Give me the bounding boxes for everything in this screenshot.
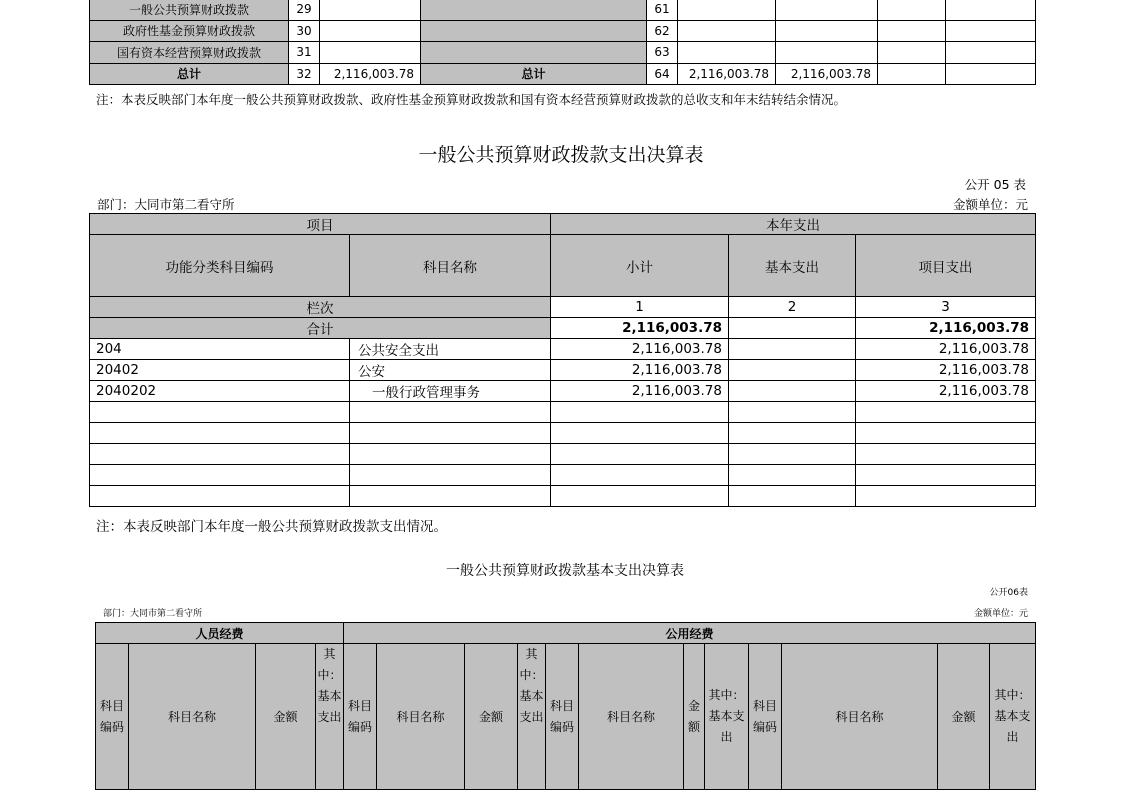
col-4 — [946, 42, 1036, 64]
empty-cell — [90, 423, 350, 444]
col-subtotal: 小计 — [551, 235, 729, 297]
left-amount — [320, 20, 421, 42]
table1-note: 注：本表反映部门本年度一般公共预算财政拨款、政府性基金预算财政拨款和国有资本经营预算财政拨款的总收支和年末结转结余情况。 — [96, 92, 847, 107]
row-code: 20402 — [90, 360, 350, 381]
h-basic-4: 其中：基本支出 — [990, 644, 1036, 790]
h-amount-2: 金额 — [465, 644, 518, 790]
right-label — [421, 20, 647, 42]
table3-department: 部门：大同市第二看守所 — [103, 609, 203, 619]
table-row — [90, 0, 1036, 20]
empty-cell — [551, 444, 729, 465]
table2-code: 公开 05 表 — [964, 177, 1026, 192]
col-1 — [678, 42, 776, 64]
empty-cell — [350, 444, 551, 465]
row-basic — [729, 360, 856, 381]
h-amount-4: 金额 — [938, 644, 990, 790]
table3-title: 一般公共预算财政拨款基本支出决算表 — [446, 563, 684, 579]
right-no: 63 — [647, 42, 678, 64]
right-no: 61 — [647, 0, 678, 20]
empty-cell — [729, 444, 856, 465]
group-public: 公用经费 — [344, 623, 1036, 644]
table2-unit: 金额单位：元 — [952, 197, 1028, 212]
empty-cell — [551, 465, 729, 486]
expenditure-table — [89, 213, 1036, 507]
h-basic-2: 其中：基本支出 — [518, 644, 546, 790]
total-left-label: 总计 — [90, 63, 289, 85]
right-no: 62 — [647, 20, 678, 42]
col-1 — [678, 0, 776, 20]
summary-table — [89, 0, 1036, 85]
total-col-4 — [946, 63, 1036, 85]
table-row — [90, 381, 1036, 402]
empty-cell — [551, 423, 729, 444]
row-basic — [729, 381, 856, 402]
empty-cell — [350, 402, 551, 423]
total-basic — [729, 318, 856, 339]
h-basic-3: 其中：基本支出 — [705, 644, 749, 790]
row-index-label: 栏次 — [90, 297, 551, 318]
empty-cell — [729, 465, 856, 486]
col-3 — [878, 20, 946, 42]
table-row — [90, 339, 1036, 360]
left-amount — [320, 0, 421, 20]
col-basic: 基本支出 — [729, 235, 856, 297]
right-label — [421, 42, 647, 64]
left-label: 一般公共预算财政拨款 — [90, 0, 289, 20]
h-name-1: 科目名称 — [129, 644, 256, 790]
row-project: 2,116,003.78 — [856, 360, 1036, 381]
empty-cell — [350, 486, 551, 507]
col-4 — [946, 20, 1036, 42]
h-name-2: 科目名称 — [377, 644, 465, 790]
total-left-no: 32 — [289, 63, 320, 85]
empty-cell — [350, 465, 551, 486]
row-basic — [729, 339, 856, 360]
empty-cell — [551, 486, 729, 507]
col-project: 项目支出 — [856, 235, 1036, 297]
empty-cell — [856, 402, 1036, 423]
table-row — [90, 42, 1036, 64]
table3-code: 公开06表 — [989, 588, 1028, 598]
table-row — [90, 360, 1036, 381]
left-no: 29 — [289, 0, 320, 20]
row-code: 204 — [90, 339, 350, 360]
h-code-3: 科目编码 — [546, 644, 579, 790]
empty-row — [90, 444, 1036, 465]
group-personnel: 人员经费 — [96, 623, 344, 644]
left-amount — [320, 42, 421, 64]
empty-cell — [856, 486, 1036, 507]
col-1 — [678, 20, 776, 42]
row-name: 公共安全支出 — [350, 339, 551, 360]
empty-cell — [90, 444, 350, 465]
total-col-2: 2,116,003.78 — [776, 63, 878, 85]
left-no: 30 — [289, 20, 320, 42]
row-subtotal: 2,116,003.78 — [551, 381, 729, 402]
row-code: 2040202 — [90, 381, 350, 402]
table2-title: 一般公共预算财政拨款支出决算表 — [418, 144, 704, 166]
empty-cell — [350, 423, 551, 444]
table2-note: 注：本表反映部门本年度一般公共预算财政拨款支出情况。 — [96, 519, 447, 535]
table-row — [90, 20, 1036, 42]
col-2 — [776, 0, 878, 20]
col-2 — [776, 20, 878, 42]
table2-department: 部门：大同市第二看守所 — [97, 197, 235, 212]
empty-row — [90, 486, 1036, 507]
left-label: 国有资本经营预算财政拨款 — [90, 42, 289, 64]
h-code-1: 科目编码 — [96, 644, 129, 790]
header-project: 项目 — [90, 214, 551, 235]
row-index-2: 2 — [729, 297, 856, 318]
empty-row — [90, 423, 1036, 444]
h-amount-3: 金额 — [684, 644, 705, 790]
empty-row — [90, 402, 1036, 423]
h-code-2: 科目编码 — [344, 644, 377, 790]
total-right-label: 总计 — [421, 63, 647, 85]
h-name-3: 科目名称 — [579, 644, 684, 790]
empty-cell — [90, 402, 350, 423]
total-left-amount: 2,116,003.78 — [320, 63, 421, 85]
empty-cell — [729, 402, 856, 423]
row-project: 2,116,003.78 — [856, 381, 1036, 402]
empty-cell — [856, 444, 1036, 465]
h-basic-1: 其中：基本支出 — [316, 644, 344, 790]
total-subtotal: 2,116,003.78 — [551, 318, 729, 339]
empty-cell — [856, 423, 1036, 444]
col-3 — [878, 0, 946, 20]
row-name: 公安 — [350, 360, 551, 381]
left-no: 31 — [289, 42, 320, 64]
total-col-1: 2,116,003.78 — [678, 63, 776, 85]
left-label: 政府性基金预算财政拨款 — [90, 20, 289, 42]
empty-row — [90, 465, 1036, 486]
h-amount-1: 金额 — [256, 644, 316, 790]
right-label — [421, 0, 647, 20]
total-right-no: 64 — [647, 63, 678, 85]
empty-cell — [90, 486, 350, 507]
row-project: 2,116,003.78 — [856, 339, 1036, 360]
col-3 — [878, 42, 946, 64]
total-row — [90, 63, 1036, 85]
col-function-code: 功能分类科目编码 — [90, 235, 350, 297]
col-2 — [776, 42, 878, 64]
total-project: 2,116,003.78 — [856, 318, 1036, 339]
empty-cell — [90, 465, 350, 486]
row-name: 一般行政管理事务 — [350, 381, 551, 402]
row-index-3: 3 — [856, 297, 1036, 318]
row-subtotal: 2,116,003.78 — [551, 339, 729, 360]
col-4 — [946, 0, 1036, 20]
empty-cell — [856, 465, 1036, 486]
h-name-4: 科目名称 — [782, 644, 938, 790]
total-label: 合计 — [90, 318, 551, 339]
row-subtotal: 2,116,003.78 — [551, 360, 729, 381]
row-index-1: 1 — [551, 297, 729, 318]
empty-cell — [729, 423, 856, 444]
total-col-3 — [878, 63, 946, 85]
empty-cell — [551, 402, 729, 423]
header-current-year: 本年支出 — [551, 214, 1036, 235]
h-code-4: 科目编码 — [749, 644, 782, 790]
col-subject-name: 科目名称 — [350, 235, 551, 297]
table3-unit: 金额单位：元 — [973, 609, 1028, 619]
empty-cell — [729, 486, 856, 507]
basic-expenditure-table — [95, 622, 1036, 790]
